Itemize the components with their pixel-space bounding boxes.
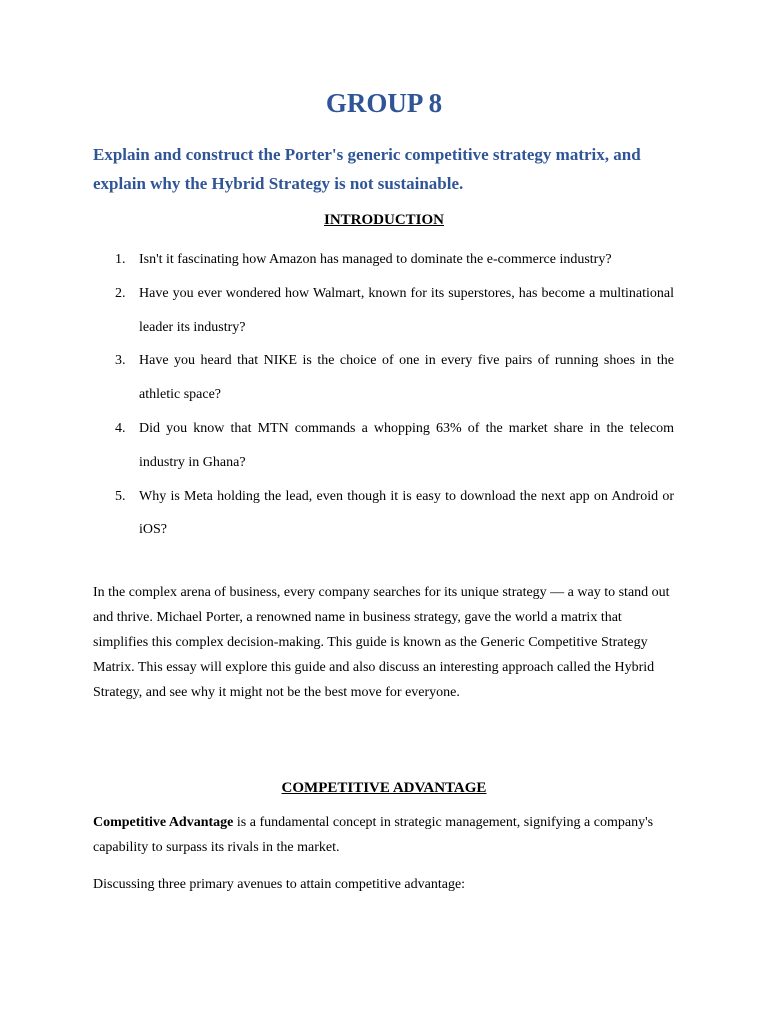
list-item-text: Have you heard that NIKE is the choice of one in every five pairs of running shoes in the athletic space? (139, 353, 674, 403)
introduction-question-list (93, 243, 674, 547)
list-item (93, 243, 674, 277)
list-item-number: 1. (115, 252, 126, 267)
list-item-number: 3. (115, 353, 126, 369)
list-item-number: 5. (115, 488, 126, 504)
list-item (93, 412, 674, 480)
avenues-intro-paragraph: Discussing three primary avenues to attain competitive advantage: (93, 877, 466, 892)
document-title: GROUP 8 (325, 88, 443, 118)
list-item-number: 4. (115, 420, 126, 436)
list-item-text: Why is Meta holding the lead, even though it is easy to download the next app on Android or iOS? (139, 488, 674, 538)
list-item (93, 480, 674, 548)
list-item-number: 2. (115, 285, 126, 301)
list-item-text: Isn't it fascinating how Amazon has managed to dominate the e-commerce industry? (139, 252, 612, 267)
list-item-text: Did you know that MTN commands a whopping 63% of the market share in the telecom industry in Ghana? (139, 420, 674, 470)
list-item (93, 277, 674, 345)
introduction-heading: INTRODUCTION (323, 212, 444, 228)
competitive-advantage-definition (93, 810, 674, 860)
defined-term: Competitive Advantage (93, 815, 234, 830)
list-item (93, 344, 674, 412)
list-item-text: Have you ever wondered how Walmart, known for its superstores, has become a multinational leader its industry? (139, 285, 674, 335)
introduction-paragraph: In the complex arena of business, every company searches for its unique strategy — a way to stand out and thrive. Michael Porter, a renowned name in business strategy, gave the world a matrix that simplifies this complex decision-making. This guide is known as the Generic Competitive Strategy Matrix. This essay will explore this guide and also discuss an interesting approach called the Hybrid Strategy, and see why it might not be the best move for everyone. (93, 585, 670, 700)
assignment-question: Explain and construct the Porter's generic competitive strategy matrix, and explain why the Hybrid Strategy is not sustainable. (93, 145, 641, 193)
definition-text: is a fundamental concept in strategic management, signifying a company's capability to surpass its rivals in the market. (93, 815, 654, 855)
competitive-advantage-heading: COMPETITIVE ADVANTAGE (281, 780, 487, 796)
